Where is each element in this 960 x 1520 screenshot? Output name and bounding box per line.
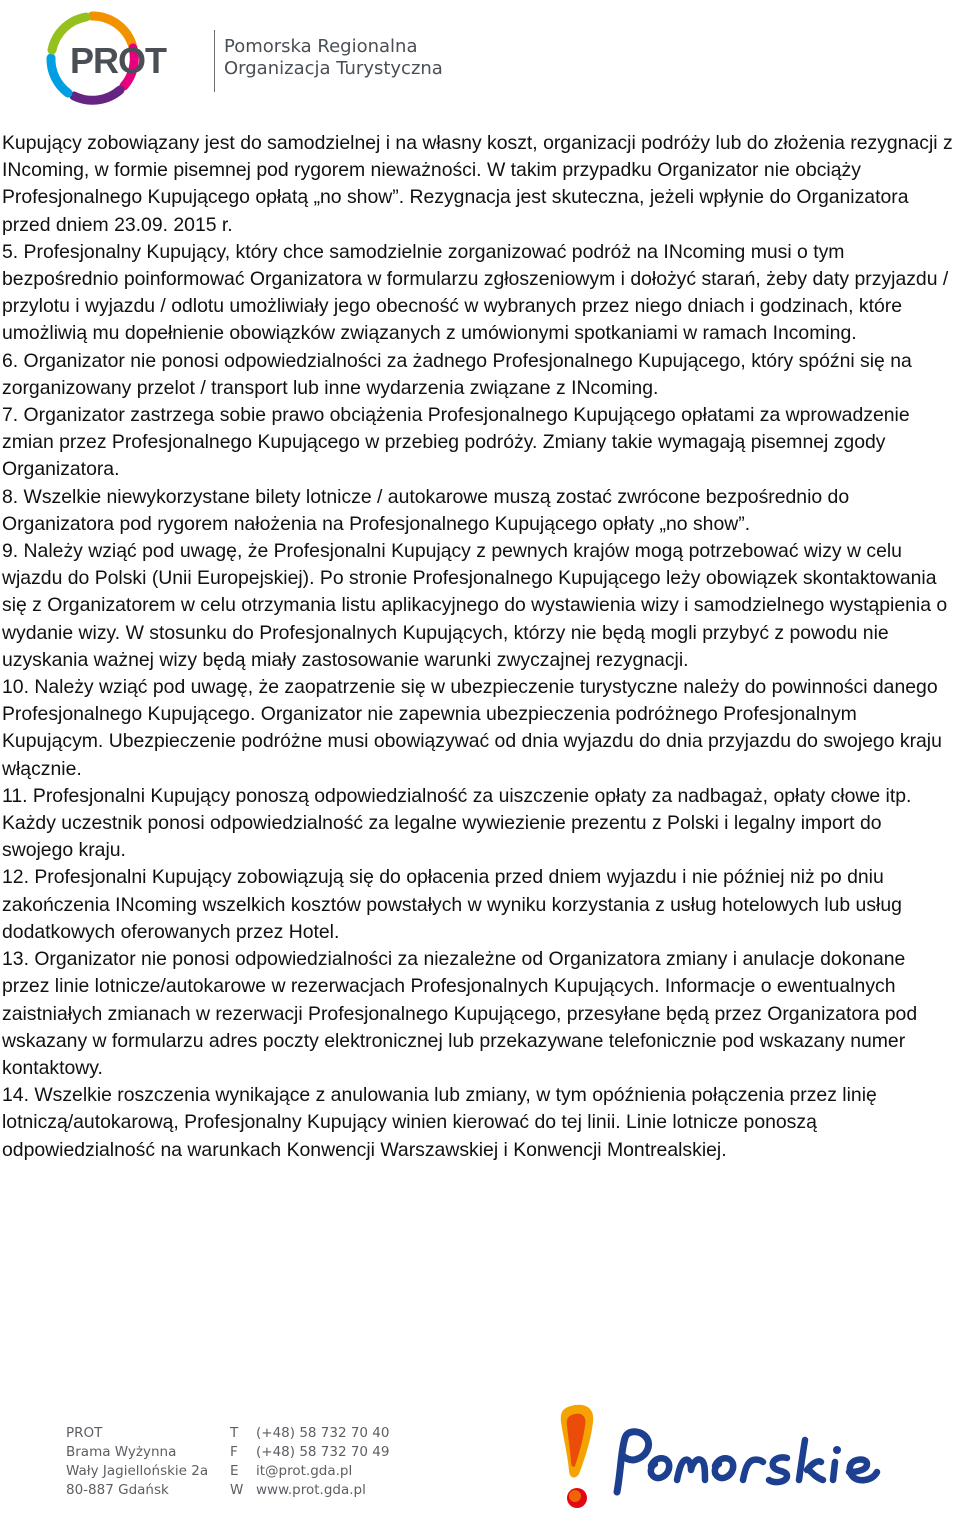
organization-name-line-2: Organizacja Turystyczna — [224, 58, 443, 79]
contact-key: F — [230, 1444, 238, 1460]
address-line: Brama Wyżynna — [66, 1444, 177, 1460]
paragraph: 8. Wszelkie niewykorzystane bilety lotnicze / autokarowe muszą zostać zwrócone bezpośrednio do Organizatora pod rygorem nałożenia na Profesjonalnego Kupującego opłaty „no show”. — [2, 485, 850, 535]
paragraph: 12. Profesjonalni Kupujący zobowiązują się do opłacenia przed dniem wyjazdu i nie później niż po dniu zakończenia INcoming wszelkich kosztów powstałych w wyniku korzystania z usług hotelowych lub usług dodatkowych oferowanych przez Hotel. — [2, 866, 902, 943]
header-divider — [214, 30, 215, 92]
contact-fax — [230, 1443, 390, 1462]
page-header — [20, 8, 540, 98]
website-url: www.prot.gda.pl — [256, 1482, 366, 1498]
paragraph: 5. Profesjonalny Kupujący, który chce samodzielnie zorganizować podróż na INcoming musi o tym bezpośrednio poinformować Organizatora w formularzu zgłoszeniowym i dołożyć starań, żeby daty przyjazdu / przylotu i wyjazdu / odlotu umożliwiały jego obecność w wybranych przez niego dniach i godzinach, które umożliwią mu dopełnienie obowiązków związanych z umówionymi spotkaniami w ramach Incoming. — [2, 240, 949, 345]
address-line: PROT — [66, 1425, 103, 1441]
fax-number: (+48) 58 732 70 49 — [256, 1444, 390, 1460]
document-body — [2, 130, 957, 1164]
paragraph: 14. Wszelkie roszczenia wynikające z anulowania lub zmiany, w tym opóźnienia połączenia przez linię lotniczą/autokarową, Profesjonalny Kupujący winien kierować do tej linii. Linie lotnicze ponoszą odpowiedzialność na warunkach Konwencji Warszawskiej i Konwencji Montrealskiej. — [2, 1084, 877, 1161]
organization-name-line-1: Pomorska Regionalna — [224, 36, 418, 57]
paragraph: 9. Należy wziąć pod uwagę, że Profesjonalni Kupujący z pewnych krajów mogą potrzebować wizy w celu wjazdu do Polski (Unii Europejskiej). Po stronie Profesjonalnego Kupującego leży obowiązek skontaktowania się z Organizatorem w celu otrzymania listu aplikacyjnego do wystawienia wizy i samodzielnego wystąpienia o wydanie wizy. W stosunku do Profesjonalnych Kupujących, którzy nie będą mogli przybyć z powodu nie uzyskania ważnej wizy będą miały zastosowanie warunki zwyczajnej rezygnacji. — [2, 540, 948, 671]
email-address: it@prot.gda.pl — [256, 1463, 353, 1479]
contact-key: T — [230, 1425, 239, 1441]
phone-number: (+48) 58 732 70 40 — [256, 1425, 390, 1441]
contact-key: W — [230, 1482, 244, 1498]
paragraph: 6. Organizator nie ponosi odpowiedzialności za żadnego Profesjonalnego Kupującego, który spóźni się na zorganizowany przelot / transport lub inne wydarzenia związane z INcoming. — [2, 349, 912, 399]
paragraph: 7. Organizator zastrzega sobie prawo obciążenia Profesjonalnego Kupującego opłatami za wprowadzenie zmian przez Profesjonalnego Kupującego w przebieg podróży. Zmiany takie wymagają pisemnej zgody Organizatora. — [2, 404, 910, 481]
address-line: Wały Jagiellońskie 2a — [66, 1463, 209, 1479]
paragraph: Kupujący zobowiązany jest do samodzielnej i na własny koszt, organizacji podróży lub do złożenia rezygnacji z INcoming, w formie pisemnej pod rygorem nieważności. W takim przypadku Organizator nie obciąży Profesjonalnego Kupującego opłatą „no show”. Rezygnacja jest skuteczna, jeżeli wpłynie do Organizatora przed dniem 23.09. 2015 r. — [2, 132, 953, 236]
paragraph: 10. Należy wziąć pod uwagę, że zaopatrzenie się w ubezpieczenie turystyczne należy do powinności danego Profesjonalnego Kupującego. Organizator nie zapewnia ubezpieczenia podróżnego Profesjonalnym Kupującym. Ubezpieczenie podróżne musi obowiązywać od dnia wyjazdu do dnia przyjazdu do swojego kraju włącznie. — [2, 676, 942, 780]
contact-key: E — [230, 1463, 239, 1479]
page-footer — [0, 1400, 960, 1520]
organization-name — [224, 36, 443, 80]
paragraph: 11. Profesjonalni Kupujący ponoszą odpowiedzialność za uiszczenie opłaty za nadbagaż, opłaty cłowe itp. Każdy uczestnik ponosi odpowiedzialność za legalne wywiezienie prezentu z Polski i legalny import do swojego kraju. — [2, 784, 912, 862]
footer-contacts — [230, 1424, 390, 1500]
contact-phone — [230, 1424, 390, 1443]
paragraph: 13. Organizator nie ponosi odpowiedzialności za niezależne od Organizatora zmiany i anulacje dokonane przez linie lotnicze/autokarowe w rezerwacjach Profesjonalnych Kupujących. Informacje o ewentualnych zaistniałych zmianach w rezerwacji Profesjonalnego Kupującego, przesyłane będą przez Organizatora pod wskazany w formularzu adres poczty elektronicznej lub przekazywane telefonicznie pod wskazany numer kontaktowy. — [2, 948, 918, 1079]
pomorskie-logo-icon — [555, 1400, 895, 1520]
contact-website — [230, 1481, 390, 1500]
footer-address — [66, 1424, 208, 1500]
logo-wordmark: PROT — [70, 40, 167, 81]
address-line: 80-887 Gdańsk — [66, 1482, 169, 1498]
contact-email — [230, 1462, 390, 1481]
